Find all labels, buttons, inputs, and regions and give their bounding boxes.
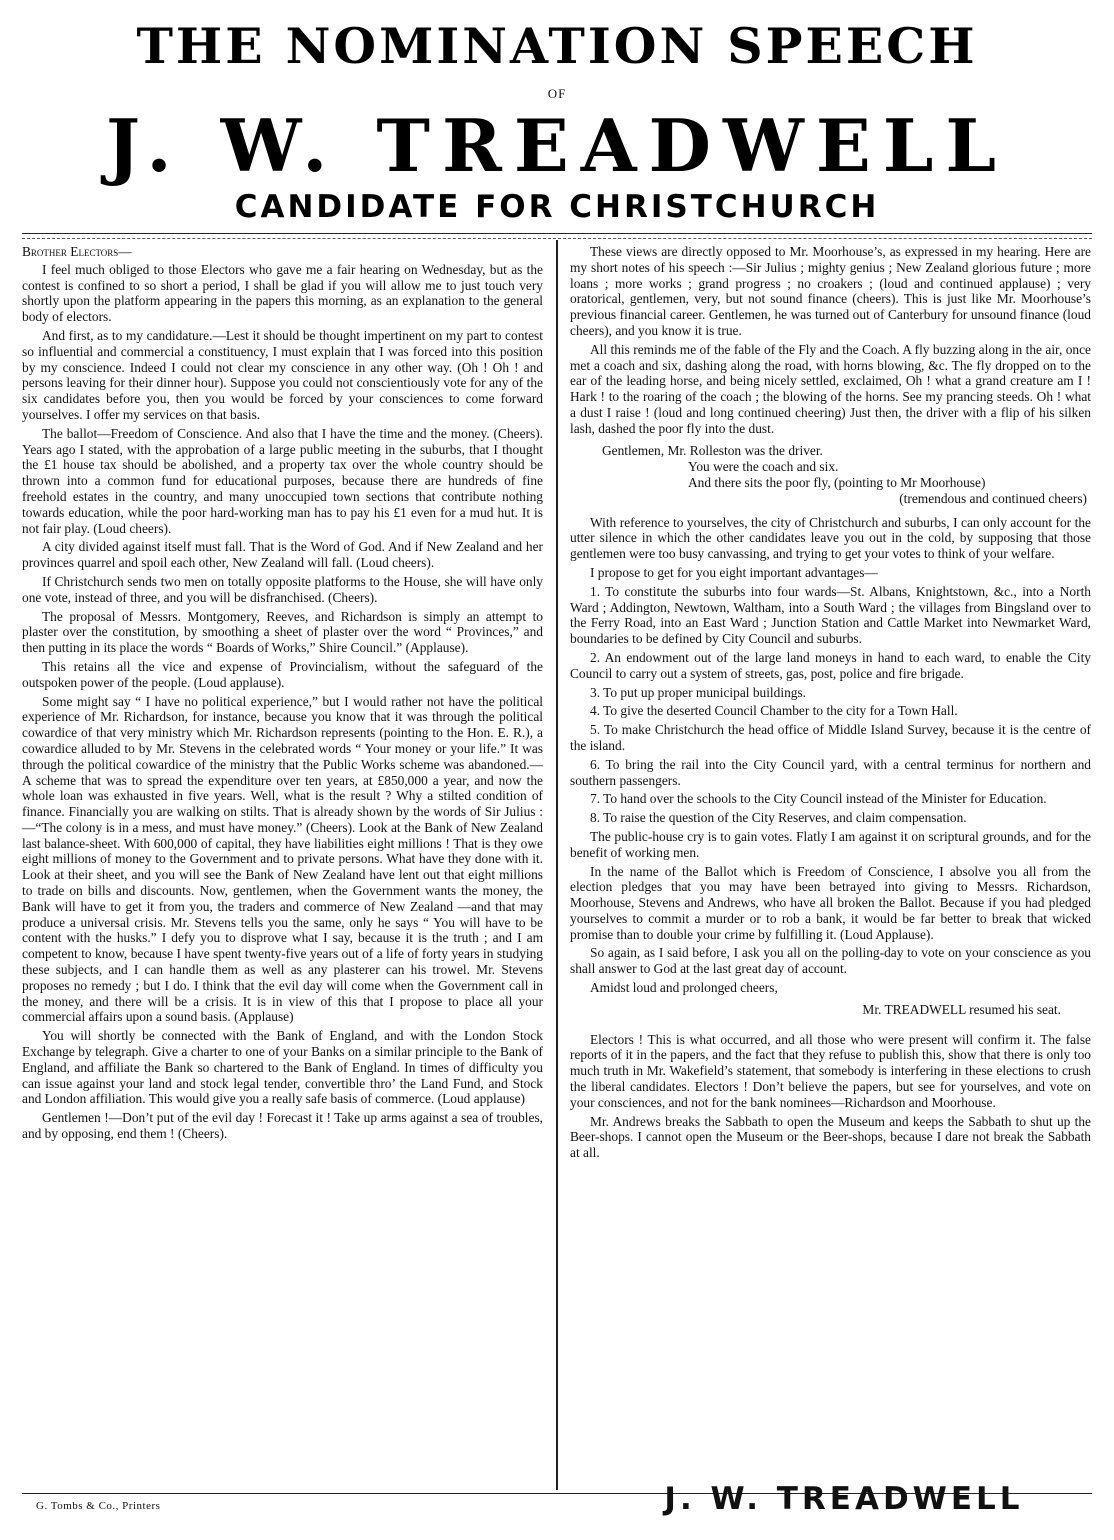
paragraph: In the name of the Ballot which is Freedom of Conscience, I absolve you all from the election pledges that you may have been betrayed into giving to Messrs. Richardson, Moorhouse, Stevens and Andrews, who have all broken the Ballot. Because if you had pledged yourselves to commit a murder or to rob a bank, it would be far better to break that wicked promise than to double your crime by fulfilling it. (Loud Applause). — [570, 863, 1091, 942]
paragraph: These views are directly opposed to Mr. Moorhouse’s, as expressed in my hearing. Here are my short notes of his speech :—Sir Julius ; mighty genius ; New Zealand glorious future ; more loans ; more works ; grand progress ; no croakers ; (loud and continued applause) ; very oratorical, gentlemen, very, but not sound finance (cheers). This is just like Mr. Moorhouse’s previous financial career. Gentlemen, he was turned out of Canterbury for unsound finance (loud cheers), and you know it is true. — [570, 244, 1091, 338]
paragraph: The public-house cry is to gain votes. Flatly I am against it on scriptural grounds, and for the benefit of working men. — [570, 828, 1091, 860]
list-item: 6. To bring the rail into the City Council yard, with a central terminus for northern and southern passengers. — [570, 756, 1091, 788]
paragraph: Mr. Andrews breaks the Sabbath to open the Museum and keeps the Sabbath to shut up the Beer-shops. I cannot open the Museum or the Beer-shops, because I dare not break the Sabbath at all. — [570, 1113, 1091, 1161]
verse-line: (tremendous and continued cheers) — [899, 490, 1087, 506]
paragraph: And first, as to my candidature.—Lest it should be thought impertinent on my part to contest so influential and commercial a constituency, I must explain that I was forced into this position by my conscience. Indeed I could not clear my conscience in any other way. (Oh ! Oh ! and persons leaving for their dinner hour). Suppose you could not conscientiously vote for any of the six candidates before you, then you would be forced by your consciences to come forward yourselves. I offer my services on that basis. — [22, 327, 543, 422]
header-rule — [22, 233, 1092, 234]
column-divider — [556, 240, 558, 1490]
list-item: 7. To hand over the schools to the City Council instead of the Minister for Education. — [590, 791, 1047, 807]
fable-verse — [570, 443, 1091, 507]
paragraph: If Christchurch sends two men on totally opposite platforms to the House, she will have only one vote, instead of three, and you will be disfranchised. (Cheers). — [22, 573, 543, 605]
list-item: 3. To put up proper municipal buildings. — [590, 684, 807, 700]
paragraph: This retains all the vice and expense of Provincialism, without the safeguard of the outspoken power of the people. (Loud applause). — [22, 658, 543, 690]
list-item: 1. To constitute the suburbs into four wards—St. Albans, Knightstown, &c., into a North Ward ; Addington, Newtown, Waltham, into a South Ward ; the villages from Bingsland over to the Ferry Road, into an East Ward ; Junction Station and Cattle Market into Newmarket Ward, boundaries to be defined by City Council and suburbs. — [570, 583, 1091, 647]
list-item: 5. To make Christchurch the head office of Middle Island Survey, because it is the centre of the island. — [570, 722, 1091, 753]
paragraph: With reference to yourselves, the city of Christchurch and suburbs, I can only account for the utter silence in which the other candidates leave you out in the cold, by supposing that those gentlemen were too busy canvassing, and trying to get your votes to think of your welfare. — [570, 514, 1091, 562]
verse-line: You were the coach and six. — [688, 458, 839, 474]
salutation: Brother Electors— — [22, 244, 132, 259]
paragraph: The proposal of Messrs. Montgomery, Reeves, and Richardson is simply an attempt to plaster over the constitution, by smoothing a sheet of plaster over the word “ Provinces,” and then putting in its place the words “ Boards of Works,” Shire Council.” (Applause). — [22, 608, 543, 656]
signoff-line: Mr. TREADWELL resumed his seat. — [862, 1001, 1061, 1017]
paragraph: You will shortly be connected with the Bank of England, and with the London Stock Exchange by telegraph. Give a charter to one of your Banks on a similar principle to the Bank of England, and affiliate the Bank so chartered to the Bank of England. In times of difficulty you can issue against your land and stock legal tender, convertible thro’ the Land Fund, and Stock and London affiliation. This would give you a really safe basis of commerce. (Loud applause) — [22, 1028, 543, 1107]
verse-line: And there sits the poor fly, (pointing to Mr Moorhouse) — [688, 474, 986, 490]
paragraph: So again, as I said before, I ask you all on the polling-day to vote on your conscience as you shall answer to God at the last great day of account. — [570, 945, 1091, 977]
list-item: 2. An endowment out of the large land moneys in hand to each ward, to enable the City Council to carry out a system of streets, gas, post, police and fire brigade. — [570, 649, 1091, 681]
left-column — [22, 244, 543, 1145]
title-of: OF — [547, 86, 567, 101]
header-rule-dashed — [22, 238, 1092, 239]
verse-line: Gentlemen, Mr. Rolleston was the driver. — [602, 442, 823, 458]
paragraph: Some might say “ I have no political experience,” but I would rather not have the political experience of Mr. Richardson, for instance, because you know that it was through the political cowardice of that very ministry which Mr. Richardson represents (pointing to the Hon. E. R.), a cowardice alluded to by Mr. Stevens in the celebrated words “ Your money or your life.” It was through the political cowardice of the ministry that the Public Works scheme was abandoned.—A scheme that was to spread the expenditure over ten years, at £850,000 a year, and now the whole loan was exhausted in five years. Well, what is the result ? Why a stilted condition of finance. Financially you are walking on stilts. That is already shown by the words of Sir Julius :—“The colony is in a mess, and must have money.” (Cheers). Look at the Bank of New Zealand last balance-sheet. With 600,000 of capital, they have liabilities eight millions ! That is they owe eight millions of money to the Government and to private persons. What have they done with it. Look at their sheet, and you will see the Bank of New Zealand have lent out that eight millions to trade on bills and discounts. Now, gentlemen, when the Government wants the money, the Bank will have to get it from you, the traders and commerce of New Zealand —and that may produce a universal crisis. Mr. Stevens tells you the same, only he says “ You will have to be content with the husks.” I defy you to disprove what I say, because it is the truth ; and I am competent to know, because I have spent twenty-five years out of a life of forty years in studying these subjects, and I can handle them as well as any plasterer can his trowel. Mr. Stevens proposes no remedy ; but I do. I think that the evil day will come when the Government call in the money, and there will be a crisis. It is in view of this that I propose to place all your commercial affairs upon a sound basis. (Applause) — [22, 693, 543, 1025]
list-item: 8. To raise the question of the City Reserves, and claim compensation. — [590, 810, 967, 826]
paragraph: The ballot—Freedom of Conscience. And also that I have the time and the money. (Cheers). Years ago I stated, with the approbation of a large public meeting in the suburbs, that I thought the £1 house tax should be abolished, and a property tax over the whole country should be thrown into a common fund for educational purposes, because there are hundreds of fine freehold estates in the country, and many unoccupied town sections that contribute nothing towards education, while the poor hard-working man has to pay his £1 even for a mud hut. It is not fair play. (Loud cheers). — [22, 425, 543, 536]
paragraph: Gentlemen !—Don’t put of the evil day ! Forecast it ! Take up arms against a sea of troubles, and by opposing, end them ! (Cheers). — [22, 1110, 543, 1142]
candidate-subtitle: CANDIDATE FOR CHRISTCHURCH — [234, 189, 880, 225]
signature: J. W. TREADWELL — [664, 1481, 1024, 1517]
candidate-name: J. W. TREADWELL — [106, 103, 1008, 188]
paragraph: I feel much obliged to those Electors who gave me a fair hearing on Wednesday, but as the contest is confined to so short a period, I shall be glad if you will allow me to just touch very shortly upon the platform appearing in the papers this morning, as an explanation to the general body of electors. — [22, 261, 543, 325]
list-item: 4. To give the deserted Council Chamber to the city for a Town Hall. — [590, 703, 958, 719]
list-intro: I propose to get for you eight important advantages— — [590, 564, 878, 580]
paragraph: Electors ! This is what occurred, and all those who were present will confirm it. The false reports of it in the papers, and the fact that they refuse to publish this, show that there is only too much truth in Mr. Wakefield’s statement, that somebody is interfering in these elections to crush the liberal candidates. Electors ! Don’t believe the papers, but see for yourselves, and vote on your consciences, and not for the bank nominees—Richardson and Moorhouse. — [570, 1031, 1091, 1110]
paragraph: All this reminds me of the fable of the Fly and the Coach. A fly buzzing along in the air, once met a coach and six, dashing along the road, with horns blowing, &c. The fly dropped on to the ear of the leading horse, and being nicely settled, exclaimed, Oh ! what a grand creature am I ! Hark ! to the roaring of the coach ; the blowing of the horns. See my prancing steeds. Oh ! what a dust I raise ! (loud and long continued cheering) Just then, the driver with a flip of his silken lash, dashed the poor fly into the dust. — [570, 341, 1091, 436]
title-heading: THE NOMINATION SPEECH — [136, 17, 978, 75]
paragraph: A city divided against itself must fall. That is the Word of God. And if New Zealand and her provinces quarrel and spoil each other, New Zealand will fall. (Loud cheers). — [22, 539, 543, 571]
paragraph: Amidst loud and prolonged cheers, — [590, 980, 778, 996]
right-column — [570, 244, 1091, 1164]
printer-credit: G. Tombs & Co., Printers — [36, 1500, 161, 1512]
